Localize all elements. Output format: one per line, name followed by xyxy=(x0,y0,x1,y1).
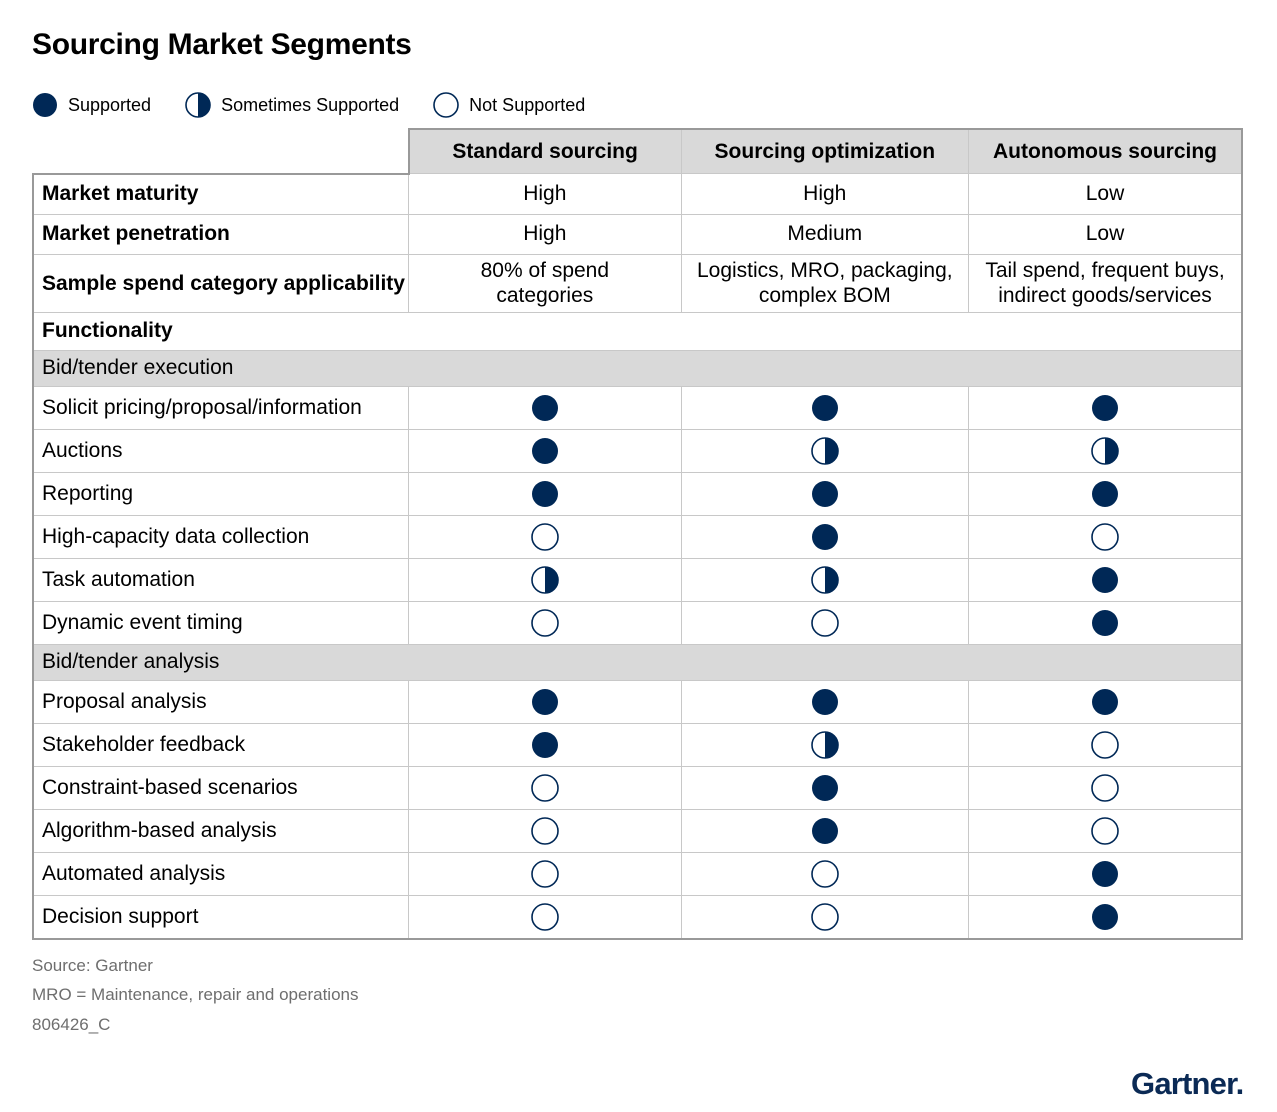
feature-label: Constraint-based scenarios xyxy=(33,766,409,809)
cell-value: Tail spend, frequent buys, indirect goods/services xyxy=(969,254,1242,312)
legend xyxy=(32,91,619,119)
cell-value: Medium xyxy=(681,214,968,254)
sometimes-supported-icon xyxy=(531,566,559,594)
legend-label-supported: Supported xyxy=(68,94,152,115)
gartner-logo: Gartner. xyxy=(1131,1066,1244,1101)
column-header-standard: Standard sourcing xyxy=(409,129,681,174)
column-header-autonomous: Autonomous sourcing xyxy=(969,129,1242,174)
support-cell xyxy=(409,766,681,809)
attribute-row xyxy=(33,254,1242,312)
feature-row xyxy=(33,558,1242,601)
support-cell xyxy=(409,852,681,895)
support-cell xyxy=(681,601,968,644)
supported-icon xyxy=(811,523,839,551)
not-supported-icon xyxy=(531,860,559,888)
cell-value: Low xyxy=(969,214,1242,254)
feature-label: Reporting xyxy=(33,472,409,515)
support-cell xyxy=(969,723,1242,766)
feature-label: High-capacity data collection xyxy=(33,515,409,558)
functionality-row xyxy=(33,312,1242,350)
feature-label: Decision support xyxy=(33,895,409,939)
feature-row xyxy=(33,723,1242,766)
support-cell xyxy=(681,766,968,809)
supported-icon xyxy=(811,688,839,716)
support-cell xyxy=(681,809,968,852)
feature-label: Automated analysis xyxy=(33,852,409,895)
legend-item-sometimes xyxy=(185,92,399,118)
supported-icon xyxy=(531,480,559,508)
sometimes-supported-icon xyxy=(811,437,839,465)
supported-icon xyxy=(1091,860,1119,888)
feature-row xyxy=(33,809,1242,852)
feature-row xyxy=(33,680,1242,723)
supported-icon xyxy=(531,394,559,422)
header-row xyxy=(33,129,1242,174)
empty-circle-icon xyxy=(433,92,459,118)
cell-value: Logistics, MRO, packaging, complex BOM xyxy=(681,254,968,312)
not-supported-icon xyxy=(531,817,559,845)
feature-label: Auctions xyxy=(33,429,409,472)
cell-value: 80% of spend categories xyxy=(409,254,681,312)
feature-label: Algorithm-based analysis xyxy=(33,809,409,852)
section-label: Bid/tender execution xyxy=(33,350,1242,386)
half-circle-icon xyxy=(185,92,211,118)
supported-icon xyxy=(1091,609,1119,637)
support-cell xyxy=(969,472,1242,515)
cell-value: High xyxy=(409,214,681,254)
header-blank-cell xyxy=(33,129,409,174)
row-label: Sample spend category applicability xyxy=(33,254,409,312)
support-cell xyxy=(681,680,968,723)
support-cell xyxy=(409,895,681,939)
legend-label-not-supported: Not Supported xyxy=(469,94,586,115)
not-supported-icon xyxy=(811,609,839,637)
source-note: Source: Gartner xyxy=(32,956,153,975)
feature-label: Solicit pricing/proposal/information xyxy=(33,386,409,429)
feature-row xyxy=(33,472,1242,515)
support-cell xyxy=(969,386,1242,429)
not-supported-icon xyxy=(1091,817,1119,845)
row-label: Market penetration xyxy=(33,214,409,254)
support-cell xyxy=(681,429,968,472)
support-cell xyxy=(969,680,1242,723)
not-supported-icon xyxy=(531,609,559,637)
legend-item-supported xyxy=(32,92,151,118)
feature-row xyxy=(33,386,1242,429)
section-row xyxy=(33,350,1242,386)
supported-icon xyxy=(1091,903,1119,931)
support-cell xyxy=(681,515,968,558)
attribute-row xyxy=(33,174,1242,215)
feature-row xyxy=(33,895,1242,939)
feature-label: Proposal analysis xyxy=(33,680,409,723)
support-cell xyxy=(969,895,1242,939)
cell-value: High xyxy=(409,174,681,215)
sometimes-supported-icon xyxy=(1091,437,1119,465)
supported-icon xyxy=(1091,688,1119,716)
legend-item-not-supported xyxy=(433,92,585,118)
supported-icon xyxy=(811,480,839,508)
supported-icon xyxy=(1091,394,1119,422)
supported-icon xyxy=(811,817,839,845)
support-cell xyxy=(409,723,681,766)
support-cell xyxy=(969,809,1242,852)
supported-icon xyxy=(811,394,839,422)
column-header-optimization: Sourcing optimization xyxy=(681,129,968,174)
supported-icon xyxy=(531,437,559,465)
feature-row xyxy=(33,601,1242,644)
supported-icon xyxy=(531,688,559,716)
not-supported-icon xyxy=(1091,731,1119,759)
feature-row xyxy=(33,852,1242,895)
abbreviation-note: MRO = Maintenance, repair and operations xyxy=(32,985,359,1004)
support-cell xyxy=(409,558,681,601)
cell-value: Low xyxy=(969,174,1242,215)
support-cell xyxy=(969,429,1242,472)
support-cell xyxy=(969,852,1242,895)
support-cell xyxy=(681,472,968,515)
not-supported-icon xyxy=(1091,774,1119,802)
not-supported-icon xyxy=(531,903,559,931)
not-supported-icon xyxy=(531,523,559,551)
sometimes-supported-icon xyxy=(811,566,839,594)
support-cell xyxy=(409,680,681,723)
section-row xyxy=(33,644,1242,680)
row-label: Market maturity xyxy=(33,174,409,215)
support-cell xyxy=(969,515,1242,558)
legend-label-sometimes: Sometimes Supported xyxy=(221,94,400,115)
feature-row xyxy=(33,515,1242,558)
support-cell xyxy=(969,766,1242,809)
attribute-row xyxy=(33,214,1242,254)
feature-row xyxy=(33,766,1242,809)
not-supported-icon xyxy=(811,860,839,888)
support-cell xyxy=(969,601,1242,644)
supported-icon xyxy=(1091,566,1119,594)
feature-row xyxy=(33,429,1242,472)
supported-icon xyxy=(1091,480,1119,508)
supported-icon xyxy=(531,731,559,759)
figure-id: 806426_C xyxy=(32,1015,111,1034)
support-cell xyxy=(681,386,968,429)
sometimes-supported-icon xyxy=(811,731,839,759)
not-supported-icon xyxy=(811,903,839,931)
support-cell xyxy=(969,558,1242,601)
supported-icon xyxy=(811,774,839,802)
feature-label: Task automation xyxy=(33,558,409,601)
support-cell xyxy=(681,558,968,601)
support-cell xyxy=(681,723,968,766)
segments-table xyxy=(32,128,1243,940)
support-cell xyxy=(681,895,968,939)
not-supported-icon xyxy=(531,774,559,802)
section-label: Bid/tender analysis xyxy=(33,644,1242,680)
filled-circle-icon xyxy=(32,92,58,118)
support-cell xyxy=(409,386,681,429)
support-cell xyxy=(409,472,681,515)
not-supported-icon xyxy=(1091,523,1119,551)
feature-label: Dynamic event timing xyxy=(33,601,409,644)
page-title: Sourcing Market Segments xyxy=(32,28,412,61)
cell-value: High xyxy=(681,174,968,215)
support-cell xyxy=(681,852,968,895)
functionality-label: Functionality xyxy=(33,312,1242,350)
feature-label: Stakeholder feedback xyxy=(33,723,409,766)
support-cell xyxy=(409,809,681,852)
support-cell xyxy=(409,601,681,644)
support-cell xyxy=(409,515,681,558)
support-cell xyxy=(409,429,681,472)
